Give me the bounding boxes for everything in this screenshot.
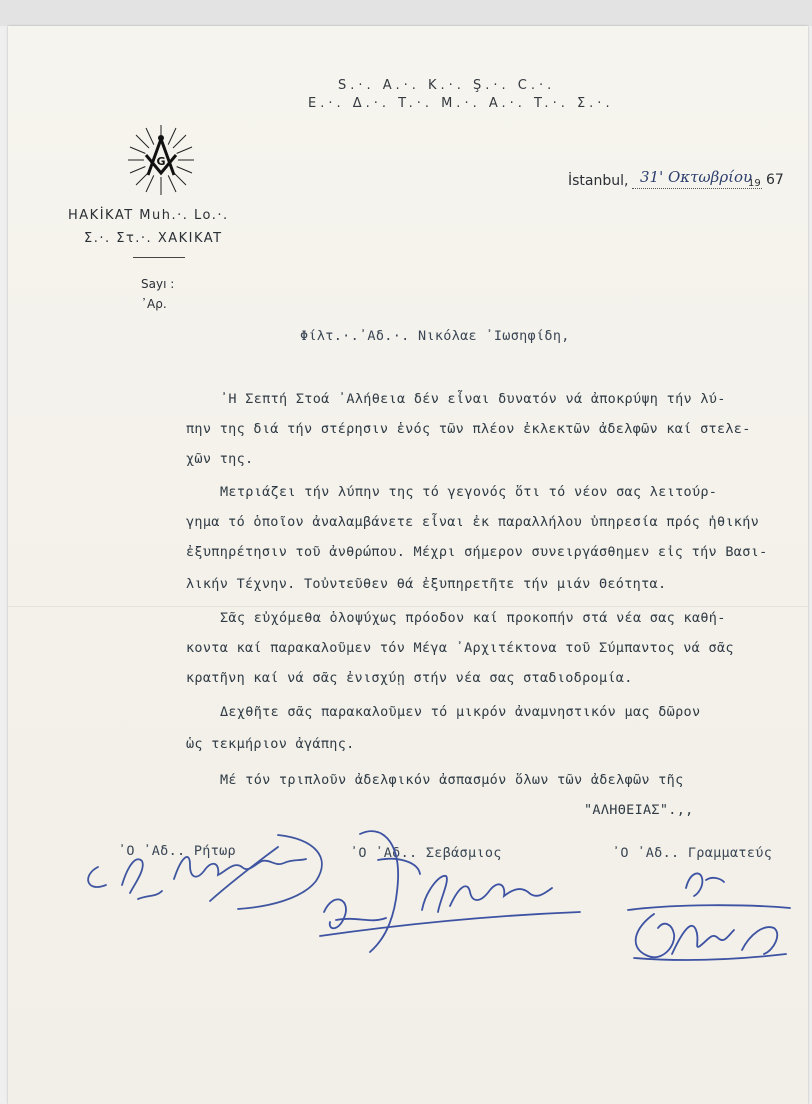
svg-text:G: G [156,155,166,168]
body-line: κοντα καί παρακαλοῦμεν τόν Μέγα ᾽Αρχιτέκτονα τοῦ Σύμπαντος νά σᾶς [186,640,734,656]
salutation: Φίλτ.·.᾽Αδ.·. Νικόλαε ᾽Ιωσηφίδη, [300,328,570,344]
square-and-compass-icon [126,123,196,197]
secretary-signature [614,858,804,978]
body-line: ᾽Η Σεπτή Στοά ᾽Αλήθεια δέν εἶναι δυνατόν νά ἀποκρύψη τήν λύ- [220,391,726,407]
body-line: πην της διά τήν στέρησιν ἑνός τῶν πλέον ἐκλεκτῶν ἀδελφῶν καί στελε- [186,421,751,437]
orator-signature [78,815,338,915]
signatory-secretary: ᾽Ο ᾽Αδ.. Γραμματεύς [612,845,773,861]
body-line: ἐξυπηρέτησιν τοῦ ἀνθρώπου. Μέχρι σήμερον συνειργάσθημεν εἰς τήν Βασι- [186,544,768,560]
header-line-1: S.·. A.·. K.·. Ş.·. C.·. [338,78,556,93]
body-line: κρατῆνη καί νά σᾶς ἐνισχύῃ στήν νέα σας σταδιοδρομία. [186,670,633,686]
body-line: Δεχθῆτε σᾶς παρακαλοῦμεν τό μικρόν ἀναμνηστικόν μας δῶρον [220,704,701,720]
body-line: ὡς τεκμήριον ἀγάπης. [186,736,355,752]
header-line-2: E.·. Δ.·. T.·. M.·. A.·. T.·. Σ.·. [308,96,614,111]
body-line: Μετριάζει τήν λύπην της τό γεγονός ὅτι τό νέον σας λειτούρ- [220,484,718,500]
lodge-name-turkish: HAKİKAT Muh.·. Lo.·. [68,208,229,223]
venerable-signature [300,820,590,970]
fold-line [8,606,808,607]
date-prefix: 19 [748,178,761,189]
body-line: χῶν της. [186,451,254,467]
body-line: Σᾶς εὐχόμεθα ὁλοψύχως πρόοδον καί προκοπήν στά νέα σας καθή- [220,610,726,626]
body-line: γημα τό ὁποῖον ἀναλαμβάνετε εἶναι ἐκ παραλλήλου ὑπηρεσία πρός ἠθικήν [186,514,760,530]
lodge-name-greek: Σ.·. Στ.·. XAKIKAT [84,231,223,246]
closing-name: "ΑΛΗΘΕΙΑΣ".,, [584,802,694,818]
body-line: λικήν Τέχνην. Τοὐντεῦθεν θά ἐξυπηρετῆτε τήν μιάν Θεότητα. [186,576,667,592]
number-label-turkish: Sayı : [141,277,175,291]
signatory-venerable: ᾽Ο ᾽Αδ.. Σεβάσμιος [350,845,502,861]
date-year: 67 [766,172,784,188]
signatory-orator: ᾽Ο ᾽Αδ.. Ρήτωρ [118,843,236,859]
date-place: İstanbul, [568,173,629,189]
date-dotted-line [632,188,762,189]
body-line: Μέ τόν τριπλοῦν ἀδελφικόν ἀσπασμόν ὅλων τῶν ἀδελφῶν τῆς [220,772,684,788]
date-handwritten: 31' Οκτωβρίου [640,168,753,186]
divider [133,257,185,258]
number-label-greek: ᾽Αρ. [141,297,167,311]
scan-top-edge [0,0,812,26]
